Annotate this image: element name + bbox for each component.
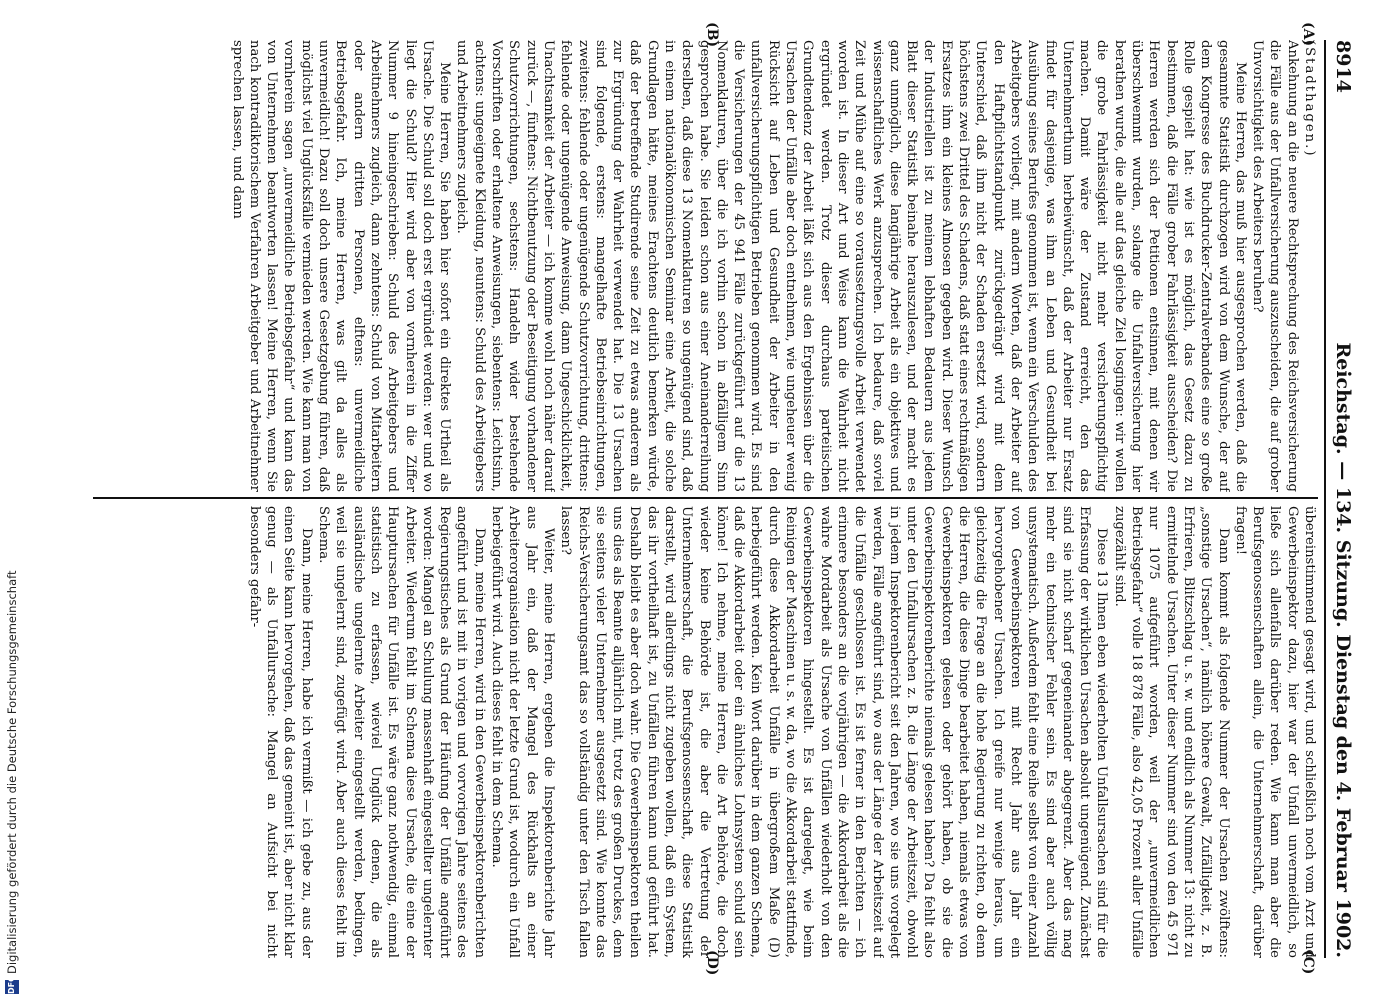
paragraph: Ankehnung an die neuere Rechtsprechung des Reichsversicherung die Fälle aus der Unfallversicherung auszuscheiden, die auf grober Unvorsichtigkeit des Arbeiters beruhen?	[1250, 40, 1300, 492]
paragraph: Weiter, meine Herren, ergeben die Inspektorenberichte Jahr aus Jahr ein, daß der Mangel des Rückhalts an einer Arbeiterorganisation nicht der letzte Grund ist, wodurch ein Unfall herbeigeführt wird. Auch dieses fehlt in dem Schema.	[489, 506, 556, 958]
paragraph: Dann, meine Herren, habe ich vermißt — ich gebe zu, aus der einen Seite kann hervorgehen, daß das gemeint ist, aber nicht klar genug — als Unfallursache: Mangel an Aufsicht bei nicht besonders gefahr-	[246, 506, 314, 958]
page-number: 8914	[1332, 40, 1354, 93]
paragraph: Meine Herren, das muß hier ausgesprochen werden, daß die gesammte Statistik durchzogen wird von dem Wunsche, der auf dem Kongresse des Buchdrucker-Zentralverbandes eine so große Rolle gespielt hat: wie ist es möglich, das Gesetz dazu zu bestimmen, daß die Fälle grober Fahrlässigkeit ausscheiden? Die Herren werden sich der Petitionen entsinnen, mit denen wir überschwemmt wurden, solange die Unfallversicherung hier berathen wurde, die alle auf das gleiche Ziel losgingen: wir wollen die grobe Fahrlässigkeit nicht mehr versicherungspflichtig machen. Damit wäre der Zustand erreicht, den das Unternehmerthum herbeiwünscht, daß der Arbeiter nur Ersatz findet für dasjenige, was ihm an Leben und Gesundheit bei Ausübung seines Berufes genommen ist, wenn ein Verschulden des Arbeitgebers vorliegt, mit andern Worten, daß der Arbeiter auf den Haftpflichtstandpunkt zurückgedrängt wird mit dem Unterschied, daß ihm nicht der Schaden ersetzt wird, sondern höchstens zwei Drittel des Schadens, daß statt eines rechtmäßigen Ersatzes ihm ein kleines Almosen gegeben wird. Dieser Wunsch der Industriellen ist zu meinem lebhaften Bedauern aus jedem Blatt dieser Statistik beinahe herauszulesen, und der macht es ganz unmöglich, diese langjährige Arbeit als ein objektives und wissenschaftliches Werk anzusprechen. Ich bedaure, daß soviel Zeit und Mühe auf eine so voraussetzungsvolle Arbeit verwendet worden ist. In dieser Art und Weise kann die Wahrheit nicht ergründet werden. Trotz dieser durchaus parteiischen Grundtendenz der Arbeit läßt sich aus den Ergebnissen über die Ursachen der Unfälle aber doch entnehmen, wie ungeheuer wenig Rücksicht auf Leben und Gesundheit der Arbeiter in den unfallversicherungspflichtigen Betrieben genommen wird. Es sind die Versicherungen der 45 941 Fälle zurückgeführt auf die 13 Nomenklaturen, über die ich vorhin schon in abfälligem Sinn gesprochen habe. Sie leiden schon aus einer Aneinanderreihung derselben, daß diese 13 Nomenklaturen so ungenügend sind, daß in einem nationalökonomischen Seminar eine Arbeit, die solche Grundlagen hätte, meines Erachtens deutlich bemerken würde, daß der betreffende Studirende seine Zeit zu etwas anderem als zur Ergründung der Wahrheit verwendet hat. Die 13 Ursachen sind folgende, erstens: mangelhafte Betriebseinrichtungen, zweitens: fehlende oder ungenügende Schutzvorrichtung, drittens: fehlende oder ungenügende Anweisung, dann Ungeschicklichkeit, Unachtsamkeit der Arbeiter — ich komme wohl noch näher darauf zurück —, fünftens: Nichtbenutzung oder Beseitigung vorhandener Schutzvorrichtungen, sechstens: Handeln wider bestehende Vorschriften oder erhaltene Anweisungen, siebentens: Leichtsinn, achtens: ungeeignete Kleidung, neuntens: Schuld des Arbeitgebers und Arbeitnehmers zugleich.	[454, 40, 1248, 492]
margin-mark-d: (D)	[704, 950, 720, 976]
credit-line	[4, 0, 20, 994]
header-rule	[1324, 40, 1326, 958]
page-title: Reichstag. — 134. Sitzung. Dienstag den 4. Februar 1902.	[1332, 342, 1354, 958]
margin-mark-b: (B)	[704, 22, 720, 48]
page-sheet	[70, 18, 1370, 980]
paragraph: Diese 13 Ihnen eben wiederholten Unfallsursachen sind für die Erfassung der wirklichen Ursachen absolut ungenügend. Zunächst sind sie nicht scharf gegeneinander abgegrenzt. Aber das mag mehr ein technischer Fehler sein. Es sind aber auch völlig unsystematisch. Außerdem fehlt eine Reihe selbst von einer Anzahl von Gewerbeinspektoren mit Recht Jahr aus Jahr ein hervorgehobener Ursachen. Ich greife nur wenige heraus, um gleichzeitig die Frage an die hohe Regierung zu richten, ob denn die Herren, die diese Dinge bearbeitet haben, niemals etwas von Gewerbeinspektoren gelesen oder gehört haben, ob sie die Gewerbeinspektorenberichte niemals gelesen haben? Da fehlt also unter den Unfallursachen z. B. die Länge der Arbeitszeit, obwohl in jedem Inspektorenbericht seit den Jahren, wo sie uns vorgelegt werden, Fälle angeführt sind, wo aus der Länge der Arbeitszeit auf die Unfälle geschlossen ist. Es ist ferner in den Berichten — ich erinnere besonders an die vorjährigen — die Akkordarbeit als die wahre Mordarbeit als Ursache von Unfällen wiederholt von den Gewerbeinspektoren hingestellt. Es ist dargelegt, wie beim Reinigen der Maschinen u. s. w. da, wo die Akkordarbeit stattfinde, durch diese Akkordarbeit Unfälle in übergroßem Maße (D) herbeigeführt werden. Kein Wort darüber in dem ganzen Schema, daß die Akkordarbeit oder ein ähnliches Lohnsystem schuld sein könne! Ich nehme, meine Herren, die Art Behörde, die doch wieder keine Behörde ist, die aber die Vertretung der Unternehmerschaft, die Berufsgenossenschaft, diese Statistik darstellt, wird allerdings nicht zugeben wollen, daß ein System, das ihr vortheilhaft ist, zu Unfällen führen kann und geführt hat. Deshalb bleibt es aber doch wahr. Die Gewerbeinspektoren theilen uns dies als Beamte alljährlich mit, trotz des großen Druckes, dem sie seitens vieler Unternehmer ausgesetzt sind. Wie konnte das Reichs-Versicherungsamt das so vollständig unter den Tisch fallen lassen?	[558, 506, 1110, 958]
column-divider	[93, 497, 1318, 499]
right-column	[93, 506, 1318, 958]
credit-text: Digitalisierung gefördert durch die Deutsche Forschungsgemeinschaft	[5, 570, 19, 974]
left-column	[93, 40, 1318, 492]
paragraph: übereinstimmend gesagt wird, und schließlich noch vom Arzt und Gewerbeinspektor dazu, hier war der Unfall unvermeidlich, so ließe sich allenfalls darüber reden. Wie kann man aber die Berufsgenossenschaften allein, die Unternehmerschaft, darüber fragen!	[1232, 506, 1317, 958]
dfg-logo: DFG	[5, 980, 19, 994]
paragraph: Dann, meine Herren, wird in den Gewerbeinspektorenberichten angeführt und ist mit in vorigen und vorvorigen Jahre seitens des Regierungstisches als Grund der Häufung der Unfälle angeführt worden: Mangel an Schulung massenhaft eingestellter ungelernter Arbeiter. Wiederum fehlt im Schema diese Ursache, die eine der Hauptursachen für Unfälle ist. Es wäre ganz nothwendig, einmal statistisch zu erfassen, wieviel Unglück denen, die als ausländische ungelernte Arbeiter eingestellt werden, bedingen, weil sie ungelernt sind, zugefügt wird. Aber auch dieses fehlt im Schema.	[316, 506, 487, 958]
speaker-label: (Stadthagen.)	[1302, 40, 1317, 158]
paragraph: Dann kommt als folgende Nummer der Ursachen zwölftens: „sonstige Ursachen“, nämlich höhere Gewalt, Zufälligkeit, z. B. Erfrieren, Blitzschlag u. s. w. und endlich als Nummer 13: nicht zu ermittelnde Ursachen. Unter dieser Nummer sind von den 45 971 nur 1075 aufgeführt worden, weil der „unvermeidlichen Betriebsgefahr“ volle 18 878 Fälle, also 42,05 Prozent aller Unfälle zugezählt sind.	[1111, 506, 1231, 958]
page-header	[1328, 40, 1358, 958]
margin-mark-a: (A)	[1300, 22, 1316, 47]
scanned-page	[70, 18, 1370, 980]
margin-mark-c: (C)	[1300, 950, 1316, 975]
paragraph: Meine Herren, Sie haben hier sofort ein direktes Urtheil als Ursache. Die Schuld soll doch erst ergründet werden: wer und wo liegt die Schuld? Hier wird aber von vornherein in die Ziffer Nummer 9 hineingeschrieben: Schuld des Arbeitgebers und Arbeitnehmers zugleich, dann zehntens: Schuld von Mitarbeitern oder andern dritten Personen, elftens: unvermeidliche Betriebsgefahr. Ich, meine Herren, was gilt da alles als unvermeidlich! Dazu soll doch unsere Gesetzgebung führen, daß möglichst viel Unglücksfälle vermieden werden. Wie kann man von vornherein sagen „unvermeidliche Betriebsgefahr“ und kann das von Unternehmen beantworten lassen! Meine Herren, wenn Sie nach kontradiktorischem Verfahren Arbeitgeber und Arbeitnehmer sprechen lassen, und dann	[229, 40, 453, 492]
